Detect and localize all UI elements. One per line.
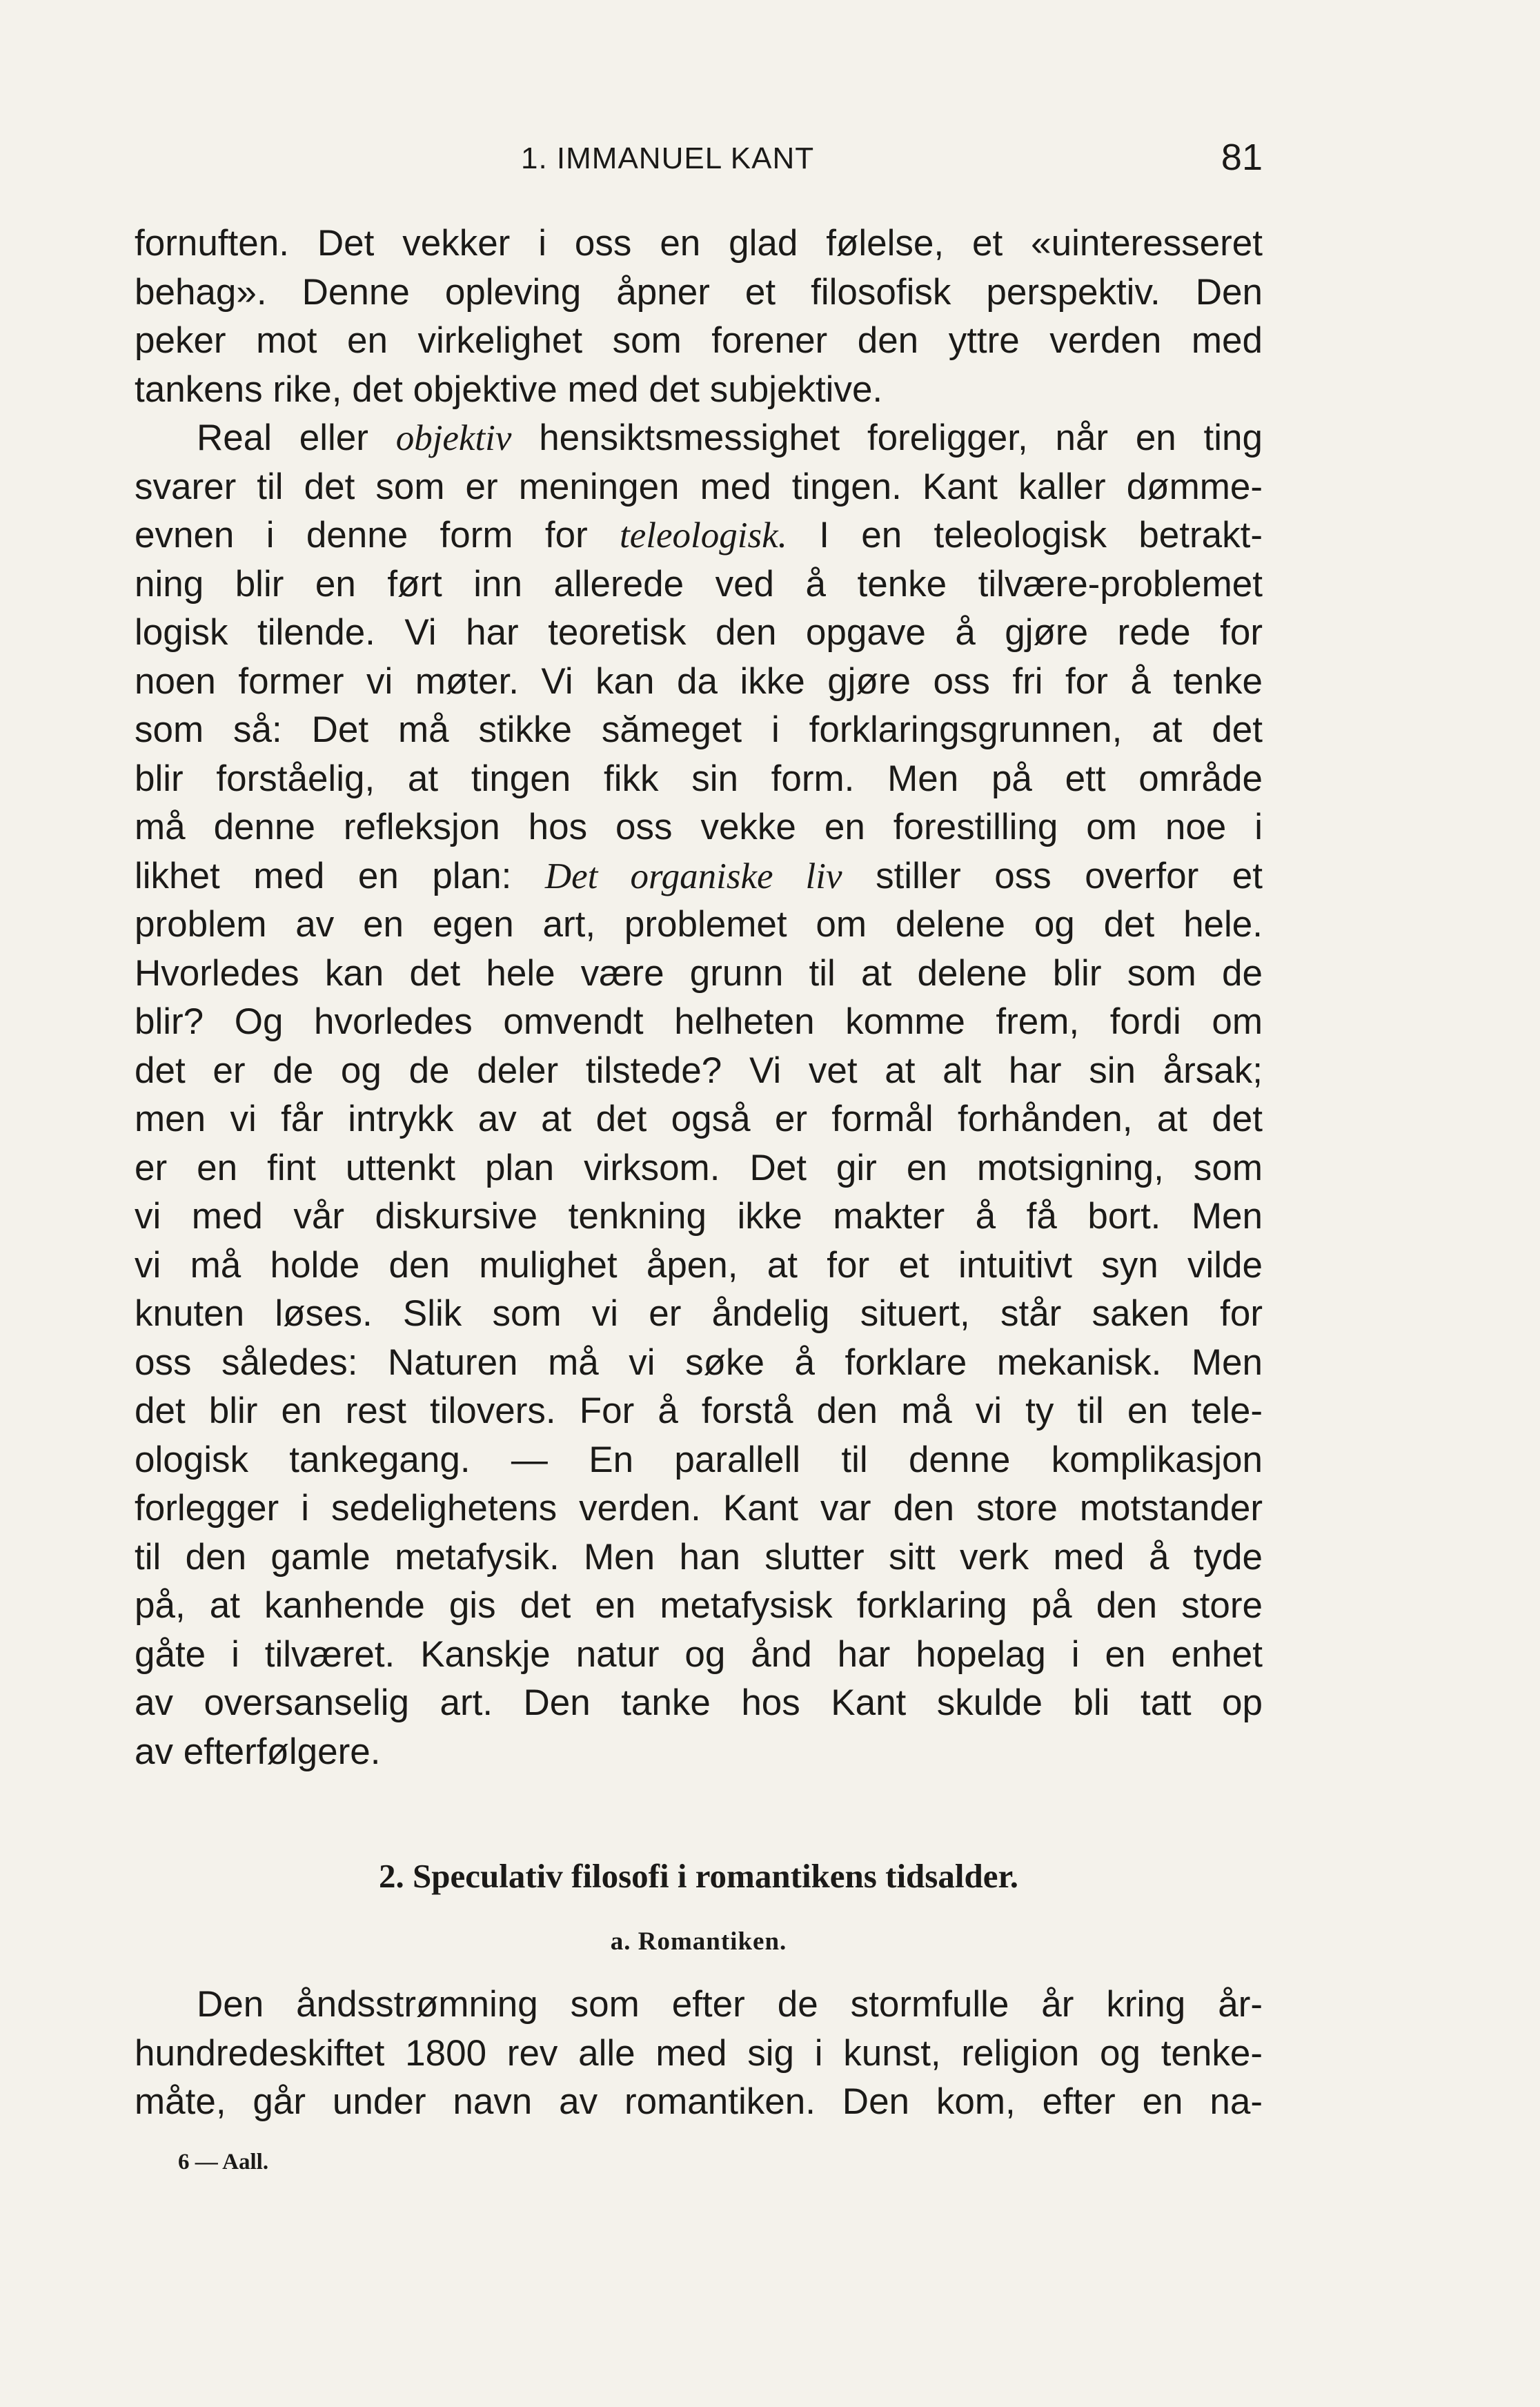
printer-signature: 6 — Aall.: [178, 2150, 269, 2174]
text-segment: Real eller: [197, 417, 396, 458]
text-line: Den åndsstrømning som efter de stormfulle år kring år-: [197, 1984, 1263, 2025]
text-line: tankens rike, det objektive med det subjektive.: [135, 369, 883, 410]
text-line: logisk tilende. Vi har teoretisk den opgave å gjøre rede for: [135, 612, 1263, 653]
emphasized-term: Det organiske liv: [544, 856, 842, 896]
subsection-heading: a. Romantiken.: [610, 1927, 787, 1956]
text-line: men vi får intrykk av at det også er formål forhånden, at det: [135, 1099, 1263, 1139]
text-line: gåte i tilværet. Kanskje natur og ånd har hopelag i en enhet: [135, 1633, 1263, 1675]
text-line: blir forståelig, at tingen fikk sin form. Men på ett område: [135, 758, 1263, 799]
text-segment: likhet med en plan:: [135, 855, 545, 896]
text-line: det blir en rest tilovers. For å forstå den må vi ty til en tele-: [135, 1391, 1263, 1431]
text-line: [135, 511, 1263, 560]
text-line: [135, 852, 1263, 901]
text-line: ning blir en ført inn allerede ved å tenke tilvære-problemet: [135, 563, 1263, 605]
page-number: 81: [1221, 137, 1263, 178]
text-line: knuten løses. Slik som vi er åndelig situert, står saken for: [135, 1293, 1263, 1334]
text-segment: hensiktsmessighet foreligger, når en ting: [511, 417, 1263, 458]
text-segment: stiller oss overfor et: [842, 855, 1263, 896]
text-line: behag». Denne opleving åpner et filosofisk perspektiv. Den: [135, 271, 1263, 313]
text-line: problem av en egen art, problemet om delene og det hele.: [135, 904, 1263, 945]
text-line: peker mot en virkelighet som forener den yttre verden med: [135, 320, 1263, 361]
text-segment: I en teleologisk betrakt-: [787, 515, 1263, 556]
text-line: hundredeskiftet 1800 rev alle med sig i kunst, religion og tenke-: [135, 2032, 1263, 2074]
text-line: blir? Og hvorledes omvendt helheten komme frem, fordi om: [135, 1001, 1263, 1042]
emphasized-term: teleologisk.: [620, 515, 787, 556]
running-head: [135, 137, 1263, 190]
text-line: vi må holde den mulighet åpen, at for et intuitivt syn vilde: [135, 1244, 1263, 1286]
text-line: vi med vår diskursive tenkning ikke makter å få bort. Men: [135, 1196, 1263, 1237]
text-line: Hvorledes kan det hele være grunn til at delene blir som de: [135, 952, 1263, 994]
text-line: av efterfølgere.: [135, 1731, 381, 1772]
text-line: svarer til det som er meningen med tingen. Kant kaller dømme-: [135, 466, 1263, 507]
section-body: [135, 1981, 1263, 2127]
text-segment: evnen i denne form for: [135, 515, 620, 556]
text-line: på, at kanhende gis det en metafysisk forklaring på den store: [135, 1585, 1263, 1626]
text-line: måte, går under navn av romantiken. Den kom, efter en na-: [135, 2081, 1263, 2122]
text-line: må denne refleksjon hos oss vekke en forestilling om noe i: [135, 807, 1263, 847]
text-line: forlegger i sedelighetens verden. Kant var den store motstander: [135, 1488, 1263, 1529]
text-line: som så: Det må stikke sămeget i forklaringsgrunnen, at det: [135, 709, 1263, 750]
section-heading: 2. Speculativ filosofi i romantikens tidsalder.: [378, 1857, 1018, 1895]
text-line: noen former vi møter. Vi kan da ikke gjøre oss fri for å tenke: [135, 660, 1263, 702]
text-line: oss således: Naturen må vi søke å forklare mekanisk. Men: [135, 1342, 1263, 1383]
text-line: fornuften. Det vekker i oss en glad følelse, et «uinteresseret: [135, 223, 1263, 264]
text-line: ologisk tankegang. — En parallell til denne komplikasjon: [135, 1439, 1263, 1480]
body-text: [135, 219, 1263, 1776]
text-line: [135, 414, 1263, 463]
emphasized-term: objektiv: [395, 418, 512, 458]
text-line: det er de og de deler tilstede? Vi vet at alt har sin årsak;: [135, 1050, 1263, 1091]
text-line: til den gamle metafysik. Men han slutter sitt verk med å tyde: [135, 1536, 1263, 1578]
text-line: er en fint uttenkt plan virksom. Det gir en motsigning, som: [135, 1147, 1263, 1188]
text-line: av oversanselig art. Den tanke hos Kant skulde bli tatt op: [135, 1682, 1263, 1723]
running-title: 1. IMMANUEL KANT: [521, 141, 815, 175]
